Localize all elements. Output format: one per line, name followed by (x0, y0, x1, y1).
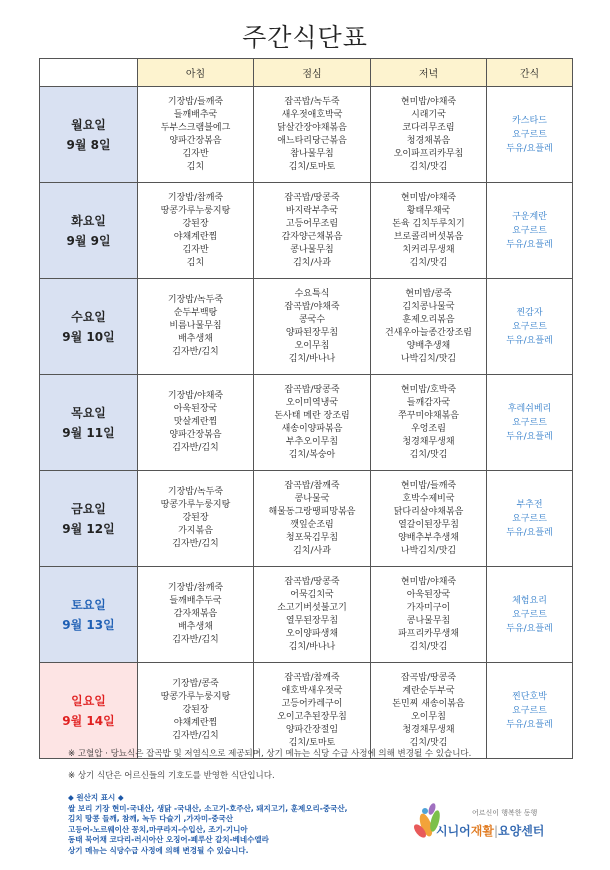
breakfast-item: 김치 (186, 161, 205, 172)
snack-cell (487, 567, 573, 663)
lunch-item: 소고기버섯불고기 (277, 602, 347, 613)
dinner-item: 현미밥/호박죽 (400, 384, 457, 395)
snack-item: 두유/요플레 (506, 719, 553, 730)
dinner-item: 돈육 김치두루치기 (392, 218, 465, 229)
dinner-item: 계란순두부국 (402, 685, 455, 696)
dinner-item: 아욱된장국 (406, 589, 451, 600)
breakfast-item: 감자채볶음 (173, 609, 218, 619)
lunch-item: 새우젓애호박국 (281, 109, 343, 120)
snack-item: 찐단호박 (512, 691, 547, 702)
lunch-item: 잡곡밥/야채죽 (284, 301, 340, 312)
day-cell (40, 567, 138, 663)
lunch-item: 잡곡밥/녹두죽 (284, 96, 340, 107)
day-name: 토요일 (71, 597, 106, 612)
day-date: 9월 14일 (62, 713, 115, 728)
logo-name (436, 822, 544, 839)
origin-title: ◆ 원산지 표시 ◆ (68, 793, 124, 802)
lunch-cell (254, 663, 371, 759)
day-date: 9월 12일 (62, 521, 115, 536)
breakfast-item: 김자반 (182, 148, 209, 159)
note-line: ※ 고혈압 · 당뇨식은 잡곡밥 및 저염식으로 제공되며, 상기 메뉴는 식당 수급 사정에 의해 변경될 수 있습니다. (68, 749, 472, 759)
day-date: 9월 13일 (62, 617, 115, 632)
lunch-item: 양파간장절임 (285, 724, 339, 735)
snack-item: 두유/요플레 (506, 239, 553, 250)
lunch-item: 김치/바나나 (288, 353, 336, 364)
snack-item: 요구르트 (512, 225, 547, 236)
dinner-cell (371, 279, 487, 375)
header-dinner: 저녁 (371, 59, 487, 87)
lunch-item: 청포묵김무침 (285, 532, 339, 543)
day-date: 9월 9일 (66, 233, 111, 248)
dinner-item: 나박김치/맛김 (400, 353, 457, 364)
snack-item: 부추전 (516, 499, 543, 510)
snack-cell (487, 87, 573, 183)
dinner-item: 현미밥/야채죽 (400, 576, 457, 587)
day-name: 목요일 (71, 405, 106, 420)
logo-tagline: 어르신이 행복한 동행 (472, 809, 538, 817)
breakfast-item: 땅콩가루누룽지탕 (160, 500, 231, 510)
origin-line: 김치 땅콩 들깨, 참깨, 녹두 다슬기 ,가자미-중국산 (68, 814, 233, 823)
lunch-item: 김치/바나나 (288, 641, 336, 652)
breakfast-item: 야채계란찜 (173, 231, 218, 242)
dinner-item: 브로콜리버섯볶음 (393, 231, 464, 242)
lunch-item: 잡곡밥/땅콩죽 (284, 384, 340, 395)
dinner-item: 훈제오리볶음 (402, 314, 455, 325)
lunch-item: 애느타리당근볶음 (277, 135, 347, 146)
table-row (40, 183, 573, 279)
lunch-item: 김치/토마토 (288, 161, 336, 172)
lunch-item: 감자양근채볶음 (281, 231, 343, 242)
dinner-item: 청경채무생채 (402, 436, 455, 447)
breakfast-item: 야채계란찜 (173, 718, 218, 728)
day-date: 9월 8일 (66, 137, 111, 152)
lunch-cell (254, 471, 371, 567)
breakfast-item: 들깨배추두국 (169, 596, 222, 606)
lunch-item: 김치/사과 (293, 257, 331, 268)
dinner-item: 건새우아늘종간장조림 (385, 327, 472, 338)
breakfast-item: 양파간장볶음 (169, 135, 222, 146)
header-snack: 간식 (487, 59, 573, 87)
dinner-item: 호박수제비국 (402, 493, 455, 504)
dinner-item: 잡곡밥/땅콩죽 (400, 672, 457, 683)
day-cell (40, 183, 138, 279)
dinner-item: 김치/맛김 (409, 257, 448, 268)
lunch-item: 어묵김치국 (290, 589, 334, 600)
snack-cell (487, 183, 573, 279)
logo-separator: | (493, 824, 499, 838)
dinner-item: 김치/맛김 (409, 449, 448, 460)
lunch-item: 양파된장무침 (285, 327, 339, 338)
breakfast-item: 김자반 (182, 244, 209, 255)
dinner-item: 양배추부추생채 (398, 532, 459, 543)
snack-item: 찐감자 (516, 307, 543, 318)
snack-item: 두유/요플레 (506, 623, 553, 634)
lunch-item: 김치/토마토 (288, 737, 336, 748)
snack-item: 구운계란 (512, 211, 547, 222)
day-date: 9월 10일 (62, 329, 115, 344)
lunch-item: 열무된장무침 (285, 615, 339, 626)
dinner-item: 김치/맛김 (409, 161, 448, 172)
snack-item: 카스타드 (512, 115, 547, 126)
snack-item: 후레쉬베리 (507, 403, 552, 414)
snack-item: 요구르트 (512, 609, 547, 620)
origin-line: 쌀 보리 기장 현미-국내산, 생닭 -국내산, 소고기-호주산, 돼지고기, 훈제오리-중국산, (68, 803, 348, 813)
snack-cell (487, 471, 573, 567)
table-row (40, 87, 573, 183)
dinner-item: 청경채볶음 (406, 135, 451, 146)
snack-item: 두유/요플레 (506, 527, 553, 538)
snack-item: 요구르트 (512, 705, 547, 716)
lunch-item: 닭살간장야채볶음 (277, 122, 347, 133)
breakfast-item: 맛살계란찜 (173, 417, 218, 427)
breakfast-item: 강된장 (182, 218, 209, 229)
lunch-item: 오이고추된장무침 (277, 711, 347, 722)
lunch-item: 김치/사과 (293, 545, 331, 556)
day-name: 금요일 (71, 501, 106, 516)
dinner-item: 현미밥/들깨죽 (400, 480, 457, 491)
breakfast-item: 배추생채 (178, 622, 213, 632)
lunch-item: 콩나물무침 (290, 244, 334, 255)
table-row (40, 279, 573, 375)
table-row (40, 471, 573, 567)
lunch-item: 고등어카레구이 (281, 698, 343, 709)
breakfast-item: 김자반/김치 (172, 731, 219, 741)
header-row (40, 59, 573, 87)
header-breakfast: 아침 (138, 59, 254, 87)
breakfast-cell (138, 471, 254, 567)
logo-name-part: 시니어 (436, 824, 471, 838)
breakfast-item: 강된장 (182, 513, 209, 523)
day-cell (40, 279, 138, 375)
lunch-item: 애호박새우젓국 (281, 685, 343, 696)
dinner-item: 열갈이된장무침 (398, 519, 459, 530)
breakfast-item: 김자반/김치 (172, 539, 219, 549)
breakfast-item: 김자반/김치 (172, 347, 219, 357)
lunch-item: 잡곡밥/참깨죽 (284, 672, 340, 683)
dinner-item: 김치콩나물국 (402, 301, 455, 312)
breakfast-item: 기장밥/녹두죽 (167, 295, 224, 305)
day-cell (40, 87, 138, 183)
lunch-item: 깻잎순조림 (290, 519, 334, 530)
lunch-item: 수요특식 (294, 288, 330, 299)
breakfast-item: 김치 (186, 257, 205, 268)
day-cell (40, 663, 138, 759)
dinner-cell (371, 663, 487, 759)
origin-line: 동태 묵어채 코다리-러시아산 오징어-페루산 갈치-베네수엘라 (68, 835, 269, 844)
dinner-item: 황태무채국 (406, 205, 451, 216)
lunch-item: 오이양파생채 (285, 628, 339, 639)
breakfast-item: 양파간장볶음 (169, 430, 222, 440)
menu-table (39, 58, 573, 759)
breakfast-item: 순두부백탕 (173, 308, 218, 318)
page-title: 주간식단표 (242, 23, 368, 52)
snack-cell (487, 375, 573, 471)
notes (68, 748, 588, 792)
snack-cell (487, 279, 573, 375)
snack-item: 요구르트 (512, 321, 547, 332)
lunch-item: 잡곡밥/땅콩죽 (284, 192, 340, 203)
dinner-item: 양배추생채 (406, 340, 451, 351)
dinner-cell (371, 87, 487, 183)
dinner-cell (371, 375, 487, 471)
breakfast-item: 기장밥/녹두죽 (167, 487, 224, 497)
dinner-item: 가자미구이 (406, 602, 451, 613)
day-date: 9월 11일 (62, 425, 115, 440)
breakfast-item: 기장밥/야채죽 (167, 391, 224, 401)
breakfast-item: 땅콩가루누룽지탕 (160, 692, 231, 702)
day-name: 화요일 (71, 213, 106, 228)
day-name: 일요일 (71, 693, 106, 708)
lunch-item: 오이무침 (294, 340, 330, 351)
lunch-item: 오이미역냉국 (285, 397, 339, 408)
snack-item: 요구르트 (512, 417, 547, 428)
origin-info (68, 793, 408, 856)
lunch-cell (254, 375, 371, 471)
table-row (40, 567, 573, 663)
breakfast-item: 기장밥/들깨죽 (167, 96, 224, 107)
day-name: 월요일 (71, 117, 106, 132)
origin-line: 상기 메뉴는 식당수급 사정에 의해 변경될 수 있습니다. (68, 845, 249, 855)
lunch-item: 잡곡밥/땅콩죽 (284, 576, 340, 587)
lunch-item: 참나물무침 (290, 148, 334, 159)
breakfast-item: 강된장 (182, 705, 209, 715)
dinner-item: 돈민찌 새송이볶음 (392, 698, 465, 709)
snack-item: 두유/요플레 (506, 335, 553, 346)
snack-item: 요구르트 (512, 129, 547, 140)
origin-line: 고등어-노르웨이산 꽁치,마쿠라지-수입산, 조기-기니아 (68, 824, 248, 834)
dinner-item: 시래기국 (411, 109, 446, 120)
dinner-item: 치커리무생채 (402, 244, 455, 255)
breakfast-cell (138, 87, 254, 183)
dinner-item: 현미밥/야채죽 (400, 192, 457, 203)
logo-name-accent: 재활 (470, 824, 494, 838)
breakfast-cell (138, 279, 254, 375)
dinner-item: 현미밥/콩죽 (405, 288, 452, 299)
lunch-item: 바지락부추국 (285, 205, 339, 216)
breakfast-item: 가지볶음 (178, 526, 213, 536)
dinner-item: 김치/맛김 (409, 737, 448, 748)
dinner-item: 쭈꾸미야채볶음 (398, 410, 459, 421)
dinner-item: 코다리무조림 (402, 122, 455, 133)
dinner-item: 현미밥/야채죽 (400, 96, 457, 107)
logo-name-part: 요양센터 (498, 824, 545, 838)
table-row (40, 663, 573, 759)
breakfast-item: 아욱된장국 (173, 404, 218, 414)
dinner-item: 콩나물무침 (406, 615, 451, 626)
table-row (40, 375, 573, 471)
lunch-cell (254, 567, 371, 663)
breakfast-item: 비름나물무침 (169, 321, 222, 331)
day-cell (40, 471, 138, 567)
breakfast-cell (138, 567, 254, 663)
day-name: 수요일 (71, 309, 106, 324)
lunch-item: 잡곡밥/참깨죽 (284, 480, 340, 491)
breakfast-item: 김자반/김치 (172, 443, 219, 453)
lunch-item: 고등어무조림 (285, 218, 339, 229)
snack-item: 체험요리 (512, 595, 547, 606)
dinner-item: 오이파프리카무침 (393, 148, 464, 159)
header-corner (40, 59, 138, 87)
lunch-cell (254, 87, 371, 183)
dinner-item: 나박김치/맛김 (400, 545, 457, 556)
dinner-cell (371, 183, 487, 279)
menu-body (40, 87, 573, 759)
dinner-cell (371, 567, 487, 663)
snack-cell (487, 663, 573, 759)
dinner-item: 김치/맛김 (409, 641, 448, 652)
lunch-item: 부추오이무침 (285, 436, 339, 447)
lunch-item: 콩나물국 (294, 493, 330, 504)
day-cell (40, 375, 138, 471)
lunch-item: 돈사태 메란 장조림 (274, 410, 350, 421)
breakfast-item: 기장밥/콩죽 (172, 679, 219, 689)
lunch-item: 김치/복숭아 (288, 449, 336, 460)
lunch-cell (254, 279, 371, 375)
breakfast-cell (138, 663, 254, 759)
lunch-item: 새송이양파볶음 (281, 423, 343, 434)
breakfast-item: 기장밥/참깨죽 (167, 192, 224, 203)
snack-item: 요구르트 (512, 513, 547, 524)
dinner-item: 들깨감자국 (406, 397, 451, 408)
header-lunch: 점심 (254, 59, 371, 87)
dinner-cell (371, 471, 487, 567)
breakfast-item: 배추생채 (178, 334, 213, 344)
dinner-item: 청경채무생채 (402, 724, 455, 735)
breakfast-item: 땅콩가루누룽지탕 (160, 205, 231, 216)
note-line: ※ 상기 식단은 어르신들의 기호도를 반영한 식단입니다. (68, 771, 275, 781)
lunch-item: 해물동그랑땡피망볶음 (268, 506, 356, 517)
lunch-item: 콩국수 (298, 314, 326, 325)
dinner-item: 파프리카무생채 (398, 628, 459, 639)
dinner-item: 우엉조림 (411, 423, 446, 434)
snack-item: 두유/요플레 (506, 143, 553, 154)
breakfast-item: 두부스크램블에그 (160, 122, 231, 133)
lunch-cell (254, 183, 371, 279)
dinner-item: 닭다리살야채볶음 (393, 506, 464, 517)
dinner-item: 오이무침 (411, 711, 446, 722)
breakfast-item: 들깨배추국 (173, 109, 218, 120)
snack-item: 두유/요플레 (506, 431, 553, 442)
breakfast-cell (138, 375, 254, 471)
breakfast-item: 김자반/김치 (172, 635, 219, 645)
breakfast-cell (138, 183, 254, 279)
breakfast-item: 기장밥/참깨죽 (167, 583, 224, 593)
